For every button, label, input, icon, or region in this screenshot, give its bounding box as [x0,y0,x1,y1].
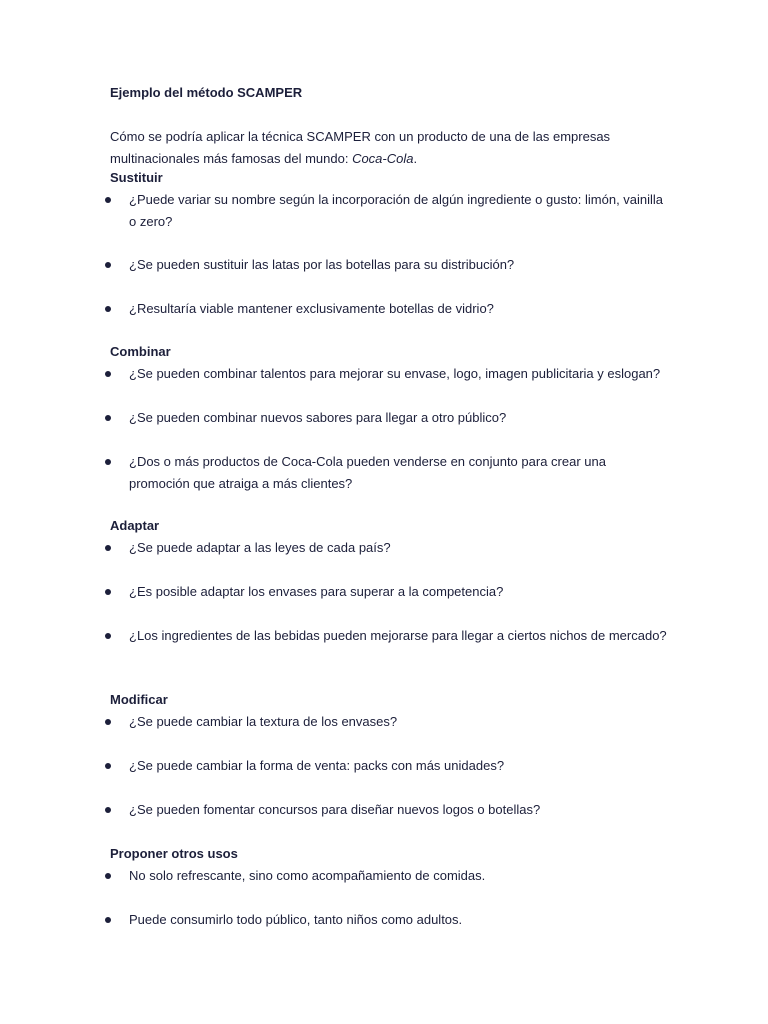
bullet-icon [105,262,111,268]
bullet-icon [105,545,111,551]
list-item: ¿Se puede cambiar la forma de venta: packs con más unidades? [129,758,505,773]
bullet-icon [105,917,111,923]
section-heading-sustituir: Sustituir [110,170,163,185]
list-item: ¿Se pueden combinar nuevos sabores para llegar a otro público? [129,410,507,425]
list-item: ¿Se puede cambiar la textura de los envases? [129,714,398,729]
intro-paragraph [110,126,670,170]
list-item: ¿Se pueden fomentar concursos para diseñar nuevos logos o botellas? [129,802,541,817]
bullet-icon [105,459,111,465]
bullet-icon [105,306,111,312]
bullet-icon [105,719,111,725]
list-item: ¿Es posible adaptar los envases para superar a la competencia? [129,584,504,599]
bullet-icon [105,633,111,639]
bullet-icon [105,371,111,377]
list-item: ¿Se puede adaptar a las leyes de cada país? [129,540,391,555]
bullet-icon [105,589,111,595]
document-title: Ejemplo del método SCAMPER [110,85,303,100]
section-heading-modificar: Modificar [110,692,168,707]
section-heading-proponer-otros-usos: Proponer otros usos [110,846,238,861]
list-item: ¿Resultaría viable mantener exclusivamente botellas de vidrio? [129,301,494,316]
list-item: No solo refrescante, sino como acompañamiento de comidas. [129,868,486,883]
list-item: ¿Se pueden sustituir las latas por las botellas para su distribución? [129,257,515,272]
bullet-icon [105,415,111,421]
bullet-icon [105,873,111,879]
list-item: Puede consumirlo todo público, tanto niños como adultos. [129,912,463,927]
bullet-icon [105,763,111,769]
intro-brand: Coca-Cola [352,151,414,166]
bullet-icon [105,197,111,203]
list-item: ¿Se pueden combinar talentos para mejorar su envase, logo, imagen publicitaria y eslogan? [129,366,661,381]
section-heading-adaptar: Adaptar [110,518,160,533]
bullet-icon [105,807,111,813]
section-heading-combinar: Combinar [110,344,171,359]
intro-end: . [413,151,418,166]
list-item: ¿Puede variar su nombre según la incorporación de algún ingrediente o gusto: limón, vainilla o zero? [129,192,664,229]
list-item: ¿Los ingredientes de las bebidas pueden mejorarse para llegar a ciertos nichos de mercado? [129,628,667,643]
intro-text: Cómo se podría aplicar la técnica SCAMPER con un producto de una de las empresas multinacionales más famosas del mundo: [110,129,611,166]
list-item: ¿Dos o más productos de Coca-Cola pueden venderse en conjunto para crear una promoción que atraiga a más clientes? [129,454,606,491]
